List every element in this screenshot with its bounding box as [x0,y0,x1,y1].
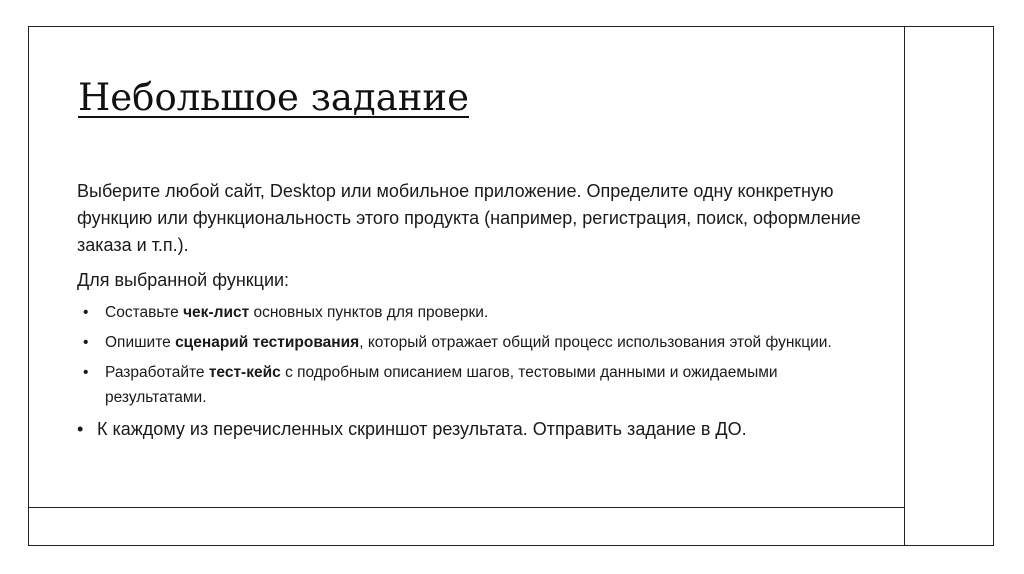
bullet-icon: • [83,364,89,381]
task-text-bold: сценарий тестирования [175,334,360,351]
task-text-before: Разработайте [105,364,209,381]
task-text-after: с подробным описанием шагов, тестовыми данными и ожидаемыми результатами. [105,364,778,406]
task-item-scenario [77,330,877,355]
task-item-testcase [77,360,877,410]
slide-title: Небольшое задание [78,76,469,119]
task-item-checklist [77,300,877,325]
task-text-before: Составьте [105,304,184,321]
bullet-icon: • [83,304,89,321]
bullet-icon: • [77,419,84,439]
final-instruction [77,416,877,443]
task-text-bold: тест-кейс [208,364,281,381]
task-text-after: , который отражает общий процесс использования этой функции. [359,334,832,351]
task-text-before: Опишите [105,334,176,351]
frame-vertical-divider [904,26,905,546]
task-text-after: основных пунктов для проверки. [249,304,489,321]
lead-paragraph: Для выбранной функции: [77,270,290,290]
slide-body [77,178,877,443]
final-instruction-text: К каждому из перечисленных скриншот результата. Отправить задание в ДО. [97,419,747,439]
task-text-bold: чек-лист [183,304,250,321]
frame-horizontal-divider [28,507,905,508]
bullet-icon: • [83,334,89,351]
task-list [77,300,877,410]
intro-paragraph: Выберите любой сайт, Desktop или мобильное приложение. Определите одну конкретную функцию или функциональность этого продукта (например, регистрация, поиск, оформление заказа и т.п.). [77,181,861,255]
